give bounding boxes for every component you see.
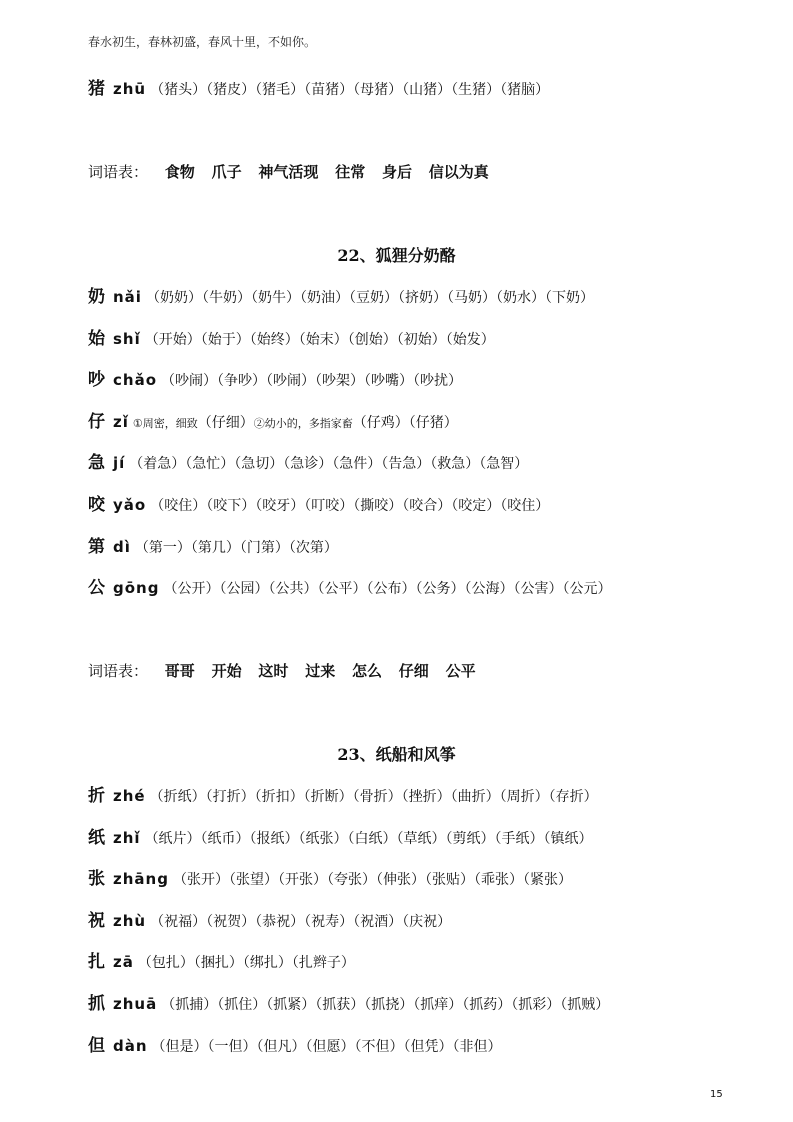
entry-words: （吵闹）（争吵）（吵闹）（吵架）（吵嘴）（吵扰）	[161, 373, 462, 389]
vocab-word: 怎么	[351, 662, 382, 680]
entry-row	[88, 79, 549, 99]
vocab-word: 往常	[335, 163, 366, 181]
entry-pinyin: zhǐ	[113, 829, 141, 847]
vocab-row	[88, 162, 489, 182]
entry-note: ①周密，细致	[132, 417, 198, 430]
entry-words: （抓捕）（抓住）（抓紧）（抓获）（抓挠）（抓痒）（抓药）（抓彩）（抓贼）	[161, 997, 610, 1013]
entry-character: 奶	[88, 287, 105, 307]
entry-words: （第一）（第几）（门第）（次第）	[134, 540, 338, 556]
entry-character: 祝	[88, 911, 105, 931]
entry-pinyin: yǎo	[113, 496, 147, 514]
entry-words: （奶奶）（牛奶）（奶牛）（奶油）（豆奶）（挤奶）（马奶）（奶水）（下奶）	[145, 290, 594, 306]
vocab-word: 爪子	[211, 163, 242, 181]
entry-pinyin: zā	[113, 953, 134, 971]
entry-character: 第	[88, 537, 105, 557]
vocab-word: 食物	[164, 163, 195, 181]
entry-row	[88, 537, 338, 557]
entry-row	[88, 911, 451, 931]
entry-pinyin: zhāng	[113, 870, 169, 888]
vocab-word: 哥哥	[164, 662, 195, 680]
entry-pinyin: zhù	[113, 912, 147, 930]
entry-pinyin: dàn	[113, 1037, 148, 1055]
entry-pinyin: nǎi	[113, 288, 142, 306]
entry-row	[88, 578, 611, 598]
entry-words: （仔细）	[197, 415, 254, 431]
entry-row	[88, 329, 495, 349]
vocab-word: 开始	[211, 662, 242, 680]
entry-words: （但是）（一但）（但凡）（但愿）（不但）（但凭）（非但）	[151, 1039, 502, 1055]
entry-character: 急	[88, 453, 105, 473]
entry-character: 张	[88, 869, 105, 889]
entry-row	[88, 1036, 502, 1056]
entry-row	[88, 952, 355, 972]
entry-pinyin: shǐ	[113, 330, 141, 348]
entry-pinyin: zǐ	[113, 413, 129, 431]
entry-row	[88, 453, 528, 473]
entry-row	[88, 869, 572, 889]
entry-character: 仔	[88, 412, 105, 432]
page-number: 15	[710, 1089, 723, 1100]
entry-character: 始	[88, 329, 105, 349]
entry-character: 咬	[88, 495, 105, 515]
entry-note: ②幼小的，多指家畜	[253, 417, 353, 430]
entry-words: （纸片）（纸币）（报纸）（纸张）（白纸）（草纸）（剪纸）（手纸）（镇纸）	[144, 831, 593, 847]
entry-words: （猪头）（猪皮）（猪毛）（苗猪）（母猪）（山猪）（生猪）（猪脑）	[150, 82, 550, 98]
entry-words: （仔鸡）（仔猪）	[352, 415, 458, 431]
entry-character: 猪	[88, 79, 105, 99]
entry-words: （着急）（急忙）（急切）（急诊）（急件）（告急）（救急）（急智）	[129, 456, 529, 472]
entry-words: （公开）（公园）（公共）（公平）（公布）（公务）（公海）（公害）（公元）	[163, 581, 612, 597]
entry-pinyin: jí	[113, 454, 126, 472]
entry-pinyin: zhuā	[113, 995, 158, 1013]
entry-pinyin: zhé	[113, 787, 146, 805]
entry-row	[88, 412, 458, 432]
entry-character: 但	[88, 1036, 105, 1056]
page-header-quote: 春水初生，春林初盛，春风十里，不如你。	[88, 35, 317, 49]
lesson-title: 22、狐狸分奶酪	[337, 246, 456, 265]
lesson-title: 23、纸船和风筝	[337, 745, 456, 764]
entry-pinyin: dì	[113, 538, 131, 556]
vocab-label: 词语表：	[88, 163, 149, 181]
vocab-row	[88, 661, 476, 681]
entry-row	[88, 495, 549, 515]
vocab-word: 神气活现	[258, 163, 319, 181]
entry-row	[88, 370, 462, 390]
vocab-word: 身后	[381, 163, 412, 181]
entry-row	[88, 786, 598, 806]
vocab-word: 公平	[445, 662, 476, 680]
entry-words: （咬住）（咬下）（咬牙）（叮咬）（撕咬）（咬合）（咬定）（咬住）	[150, 498, 550, 514]
entry-character: 吵	[88, 370, 105, 390]
entry-character: 折	[88, 786, 105, 806]
vocab-word: 信以为真	[428, 163, 489, 181]
entry-words: （包扎）（捆扎）（绑扎）（扎辫子）	[137, 955, 355, 971]
vocab-word: 仔细	[398, 662, 429, 680]
entry-character: 公	[88, 578, 105, 598]
entry-words: （折纸）（打折）（折扣）（折断）（骨折）（挫折）（曲折）（周折）（存折）	[149, 789, 598, 805]
vocab-label: 词语表：	[88, 662, 149, 680]
vocab-word: 过来	[305, 662, 336, 680]
entry-pinyin: chǎo	[113, 371, 157, 389]
entry-words: （开始）（始于）（始终）（始末）（创始）（初始）（始发）	[144, 332, 495, 348]
entry-row	[88, 287, 594, 307]
entry-words: （张开）（张望）（开张）（夸张）（伸张）（张贴）（乖张）（紧张）	[172, 872, 572, 888]
entry-words: （祝福）（祝贺）（恭祝）（祝寿）（祝酒）（庆祝）	[150, 914, 452, 930]
entry-character: 抓	[88, 994, 105, 1014]
entry-pinyin: zhū	[113, 80, 147, 98]
vocab-word: 这时	[258, 662, 289, 680]
entry-character: 扎	[88, 952, 105, 972]
entry-row	[88, 994, 609, 1014]
entry-row	[88, 828, 593, 848]
entry-character: 纸	[88, 828, 105, 848]
entry-pinyin: gōng	[113, 579, 160, 597]
